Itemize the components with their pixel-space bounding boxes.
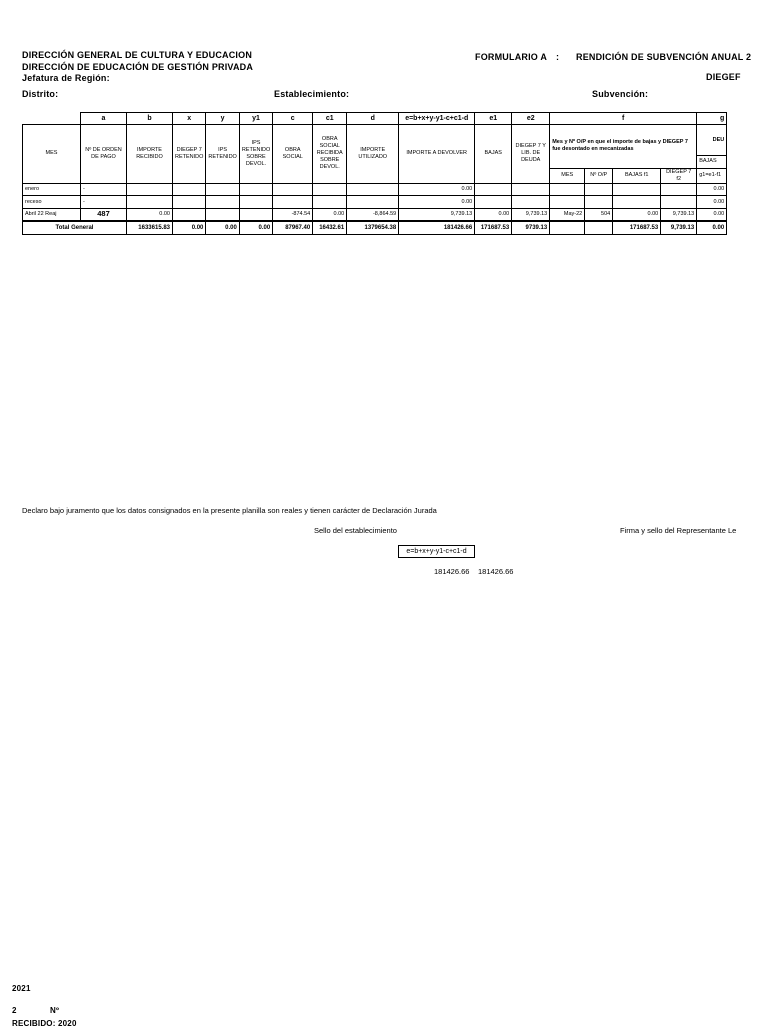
- rendicion-table: [22, 112, 727, 235]
- footer-recibido: RECIBIDO: 2020: [12, 1019, 77, 1028]
- footer-numero: Nº: [50, 1006, 60, 1015]
- total-value-1: 181426.66: [434, 567, 470, 576]
- letter-c: c: [273, 113, 313, 125]
- letter-x: x: [173, 113, 206, 125]
- row-f-bajas: [613, 196, 661, 209]
- row-ips-retenido-devol: [239, 196, 272, 209]
- letter-f: f: [550, 113, 697, 125]
- total-b: 1633615.83: [127, 221, 173, 234]
- header-f-bajas: BAJAS f1: [613, 168, 661, 183]
- row-diegep-lib-deuda: 9,739.13: [512, 208, 550, 221]
- row-orden-pago: -: [81, 196, 127, 209]
- total-g: 0.00: [697, 221, 727, 234]
- row-f-diegep: [661, 183, 697, 196]
- total-value-2: 181426.66: [478, 567, 514, 576]
- row-importe-utilizado: -8,864.59: [347, 208, 399, 221]
- header-importe-recibido: IMPORTE RECIBIDO: [127, 125, 173, 184]
- letter-y: y: [206, 113, 239, 125]
- header-mes: MES: [23, 125, 81, 184]
- row-f-op: [585, 196, 613, 209]
- total-row: [23, 221, 727, 234]
- total-c: 87967.40: [273, 221, 313, 234]
- header-subvencion: Subvención:: [592, 89, 649, 99]
- header-line-1: DIRECCIÓN GENERAL DE CULTURA Y EDUCACION: [22, 50, 253, 60]
- row-g-bajas: 0.00: [697, 183, 727, 196]
- header-f-diegep: DIEGEP 7 f2: [661, 168, 697, 183]
- header-f-mes: MES: [550, 168, 585, 183]
- total-e1: 171687.53: [475, 221, 512, 234]
- total-x: 0.00: [173, 221, 206, 234]
- header-g-bajas: BAJAS: [697, 156, 727, 169]
- header-g-formula: g1=e1-f1: [697, 168, 727, 183]
- letters-blank: [23, 113, 81, 125]
- sello-label: Sello del establecimiento: [314, 526, 397, 535]
- total-y: 0.00: [206, 221, 239, 234]
- table-row: [23, 183, 727, 196]
- row-f-op: 504: [585, 208, 613, 221]
- row-ips-retenido-devol: [239, 183, 272, 196]
- row-importe-devolver: 0.00: [399, 196, 475, 209]
- letter-c1: c1: [313, 113, 347, 125]
- header-diegep: DIEGEF: [706, 72, 741, 82]
- row-importe-utilizado: [347, 183, 399, 196]
- letter-d: d: [347, 113, 399, 125]
- firma-label: Firma y sello del Representante Le: [620, 526, 737, 535]
- total-y1: 0.00: [239, 221, 272, 234]
- footer-year: 2021: [12, 984, 31, 993]
- row-importe-utilizado: [347, 196, 399, 209]
- row-g-bajas: 0.00: [697, 208, 727, 221]
- header-obra-social: OBRA SOCIAL: [273, 125, 313, 184]
- letter-a: a: [81, 113, 127, 125]
- letter-b: b: [127, 113, 173, 125]
- header-ips-retenido: IPS RETENIDO: [206, 125, 239, 184]
- header-importe-devolver: IMPORTE A DEVOLVER: [399, 125, 475, 184]
- header-f-title: Mes y Nº O/P en que el importe de bajas y DIEGEP 7 fue desontado en mecanizadas: [550, 125, 697, 169]
- row-importe-devolver: 0.00: [399, 183, 475, 196]
- row-diegep-lib-deuda: [512, 196, 550, 209]
- total-d: 1379654.38: [347, 221, 399, 234]
- header-line-2: DIRECCIÓN DE EDUCACIÓN DE GESTIÓN PRIVADA: [22, 62, 254, 72]
- letter-y1: y1: [239, 113, 272, 125]
- row-obra-social-recibida: 0.00: [313, 208, 347, 221]
- letter-e2: e2: [512, 113, 550, 125]
- header-colon: :: [556, 52, 560, 62]
- row-f-bajas: 0.00: [613, 208, 661, 221]
- row-obra-social-recibida: [313, 183, 347, 196]
- header-orden-pago: Nº DE ORDEN DE PAGO: [81, 125, 127, 184]
- header-jefatura: Jefatura de Región:: [22, 73, 110, 83]
- row-f-diegep: [661, 196, 697, 209]
- total-fop: [585, 221, 613, 234]
- header-row-1: [23, 125, 727, 156]
- row-mes: enero: [23, 183, 81, 196]
- letter-g: g: [697, 113, 727, 125]
- row-obra-social: -874.54: [273, 208, 313, 221]
- total-label: Total General: [23, 221, 127, 234]
- table-row: [23, 196, 727, 209]
- row-ips-retenido: [206, 208, 239, 221]
- row-f-mes: [550, 196, 585, 209]
- row-diegep-retenido: [173, 183, 206, 196]
- header-g-title: DEU: [697, 125, 727, 156]
- row-f-mes: May-22: [550, 208, 585, 221]
- total-fd: 9,739.13: [661, 221, 697, 234]
- row-g-bajas: 0.00: [697, 196, 727, 209]
- row-f-bajas: [613, 183, 661, 196]
- total-e: 181426.66: [399, 221, 475, 234]
- row-importe-recibido: 0.00: [127, 208, 173, 221]
- row-obra-social-recibida: [313, 196, 347, 209]
- row-bajas: [475, 196, 512, 209]
- row-mes: Abril 22 Reaj: [23, 208, 81, 221]
- footer-numero-prefix: 2: [12, 1006, 17, 1015]
- row-ips-retenido: [206, 196, 239, 209]
- row-mes: receso: [23, 196, 81, 209]
- header-establecimiento: Establecimiento:: [274, 89, 350, 99]
- header-diegep-lib-deuda: DIEGEP 7 Y LIB. DE DEUDA: [512, 125, 550, 184]
- header-importe-utilizado: IMPORTE UTILIZADO: [347, 125, 399, 184]
- total-fb: 171687.53: [613, 221, 661, 234]
- row-f-diegep: 9,739.13: [661, 208, 697, 221]
- row-diegep-retenido: [173, 196, 206, 209]
- row-diegep-lib-deuda: [512, 183, 550, 196]
- row-importe-recibido: [127, 183, 173, 196]
- declaration-text: Declaro bajo juramento que los datos consignados en la presente planilla son reales y tienen carácter de Declaración Jurada: [22, 506, 437, 515]
- header-obra-social-recibida: OBRA SOCIAL RECIBIDA SOBRE DEVOL.: [313, 125, 347, 184]
- row-orden-pago: -: [81, 183, 127, 196]
- total-c1: 16432.61: [313, 221, 347, 234]
- header-distrito: Distrito:: [22, 89, 59, 99]
- header-bajas: BAJAS: [475, 125, 512, 184]
- row-bajas: [475, 183, 512, 196]
- column-letters-row: [23, 113, 727, 125]
- letter-e: e=b+x+y-y1-c+c1-d: [399, 113, 475, 125]
- header-formulario: FORMULARIO A: [475, 52, 548, 62]
- row-ips-retenido-devol: [239, 208, 272, 221]
- row-diegep-retenido: [173, 208, 206, 221]
- total-fm: [550, 221, 585, 234]
- header-ips-retenido-devol: IPS RETENIDO SOBRE DEVOL.: [239, 125, 272, 184]
- row-f-op: [585, 183, 613, 196]
- row-bajas: 0.00: [475, 208, 512, 221]
- total-e2: 9739.13: [512, 221, 550, 234]
- table-row: [23, 208, 727, 221]
- row-importe-recibido: [127, 196, 173, 209]
- header-rendicion: RENDICIÓN DE SUBVENCIÓN ANUAL 2: [576, 52, 752, 62]
- formula-box: e=b+x+y-y1-c+c1-d: [398, 545, 475, 558]
- row-ips-retenido: [206, 183, 239, 196]
- letter-e1: e1: [475, 113, 512, 125]
- row-f-mes: [550, 183, 585, 196]
- row-orden-pago: 487: [81, 208, 127, 221]
- row-obra-social: [273, 196, 313, 209]
- header-f-op: Nº O/P: [585, 168, 613, 183]
- row-obra-social: [273, 183, 313, 196]
- row-importe-devolver: 9,739.13: [399, 208, 475, 221]
- header-diegep-retenido: DIEGEP 7 RETENIDO: [173, 125, 206, 184]
